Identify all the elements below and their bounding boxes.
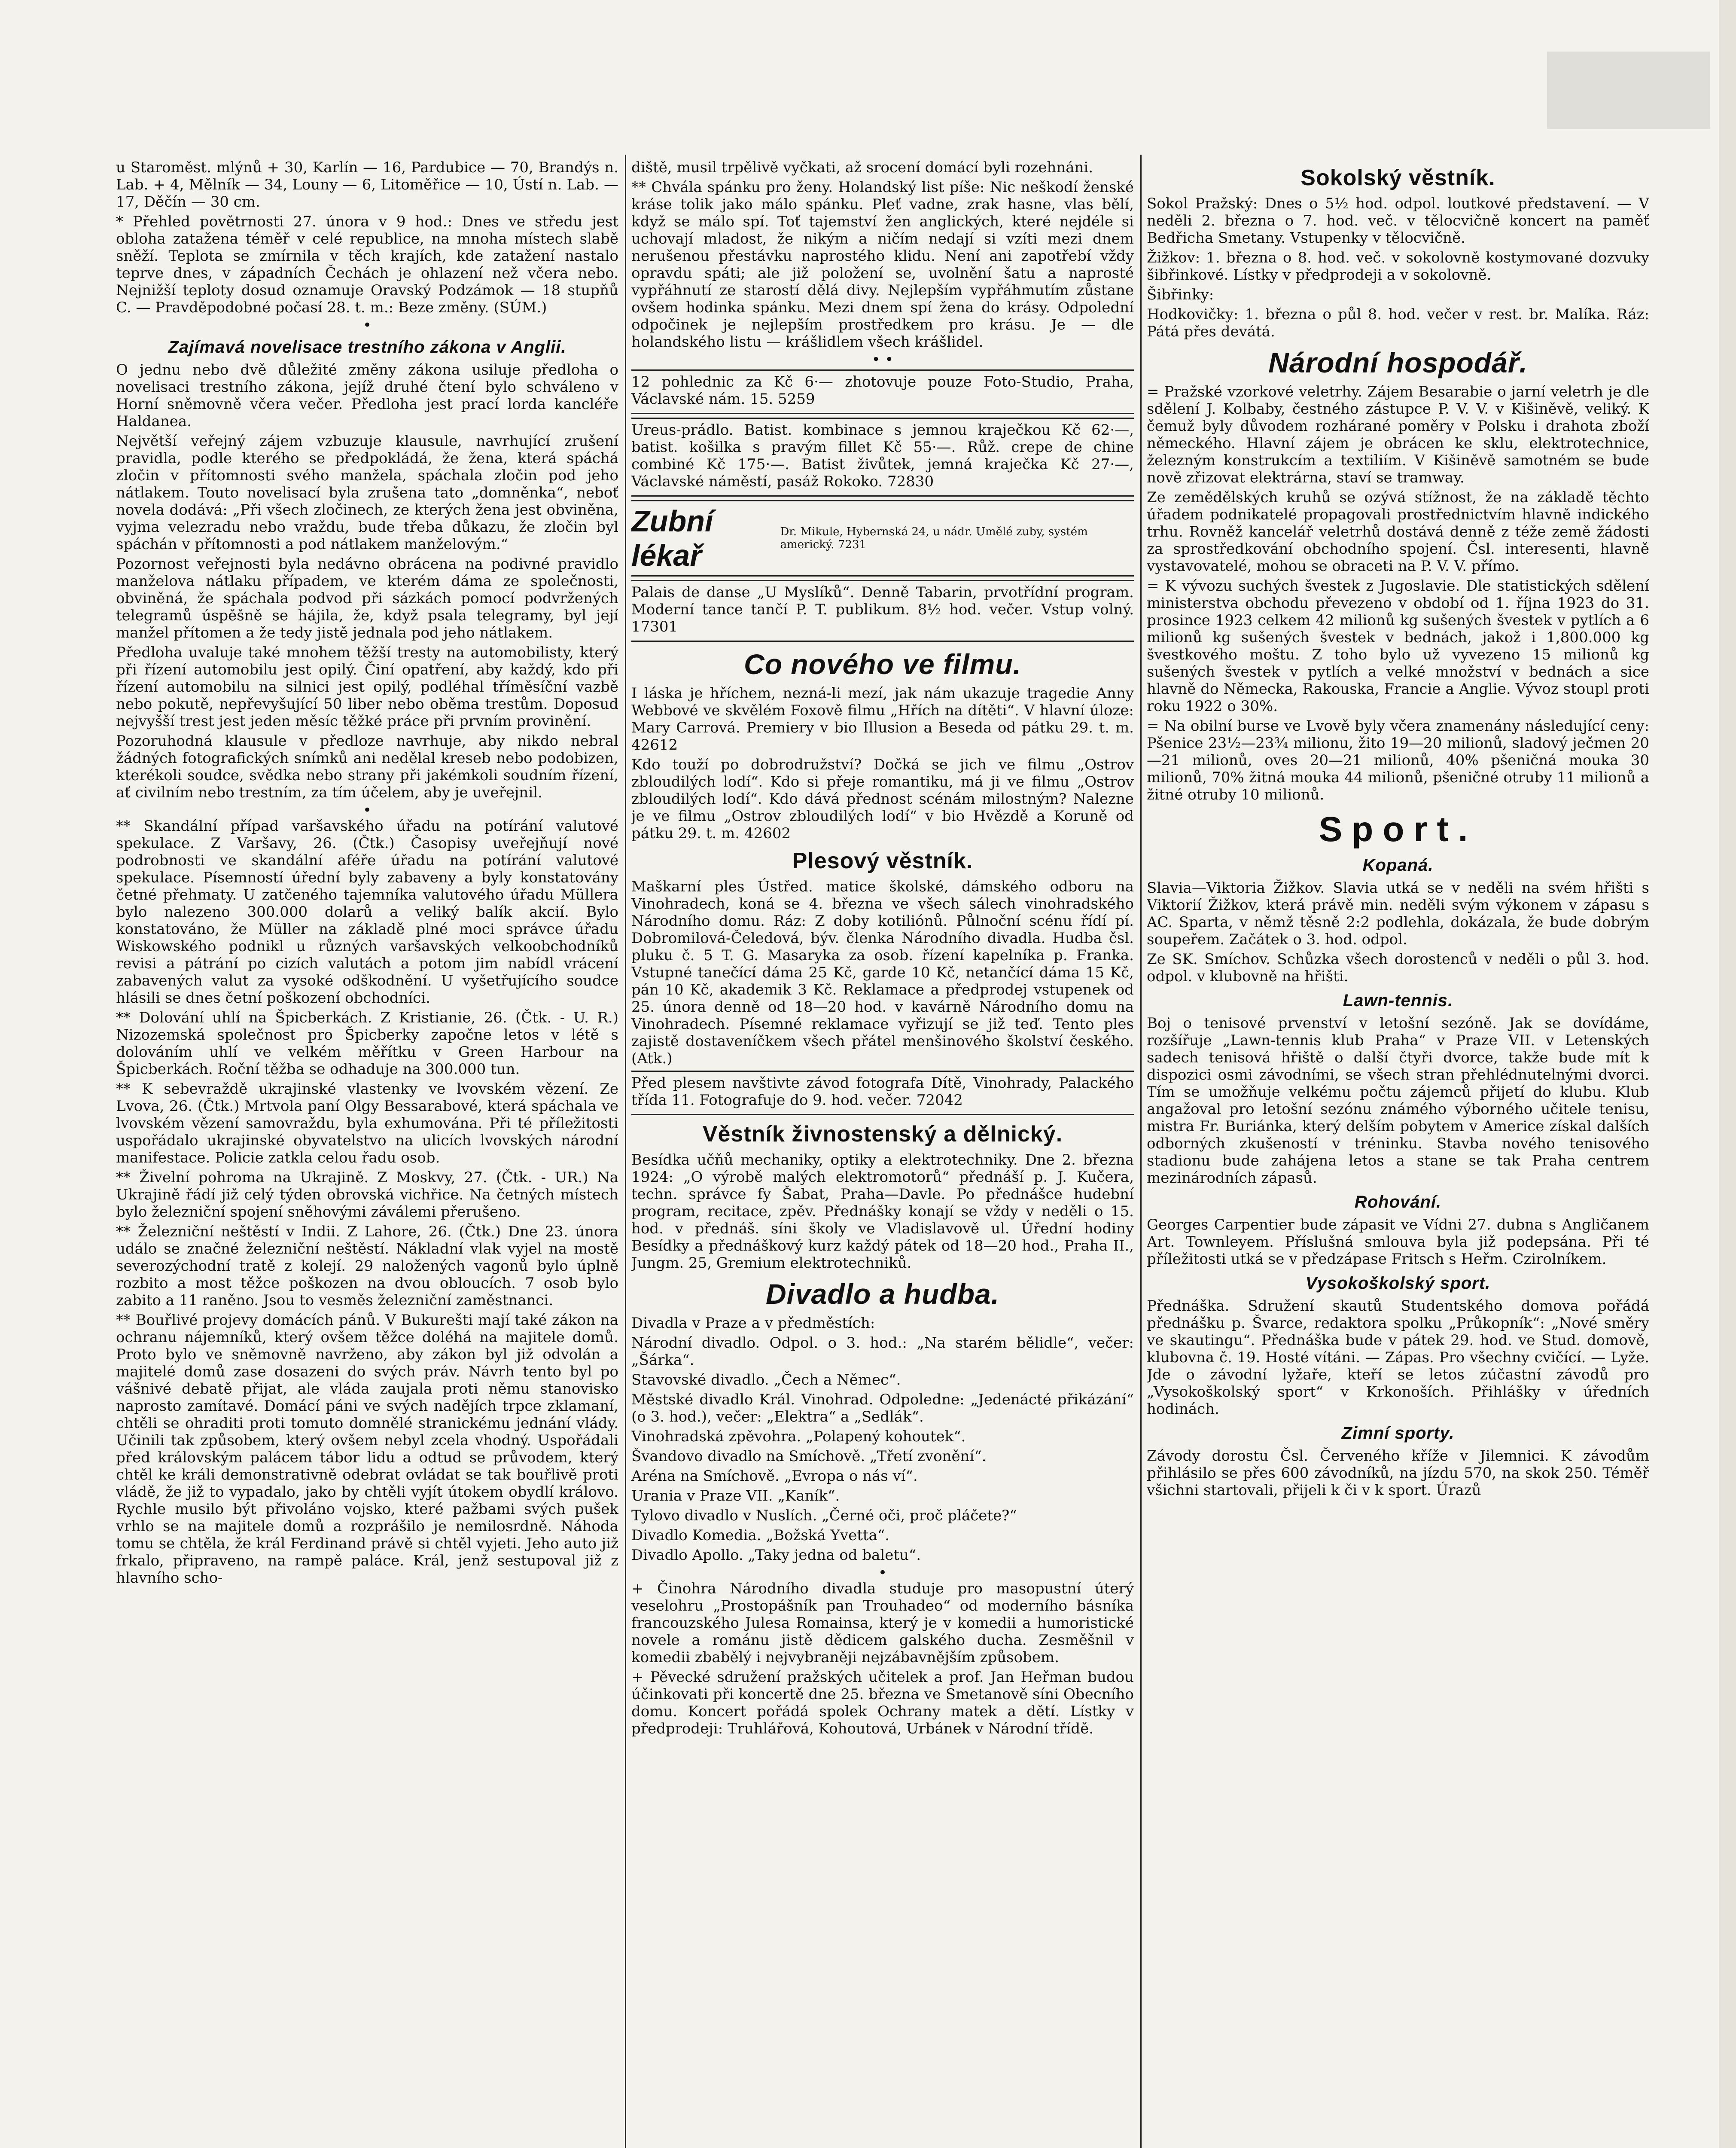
article-paragraph: Besídka učňů mechaniky, optiky a elektrotechniky. Dne 2. března 1924: „O výrobě malých elektromotorů“ přednáší p. J. Kučera, techn. správce fy Šabat, Praha—Davle. Po přednášce hudební program, recitace, zpěv. Přednášky konají se vždy v neděli o 15. hod. v přednáš. síni školy ve Vladislavově ul. Úřední hodiny Besídky a přednáškový kurz každý pátek od 18—20 hod., Praha II., Jungm. 25, Gremium elektrotechniků. <box>631 1151 1134 1272</box>
section-heading: Zajímavá novelisace trestního zákona v Anglii. <box>168 338 566 357</box>
separator: • <box>878 1564 887 1581</box>
article-paragraph: ** Chvála spánku pro ženy. Holandský list píše: Nic neškodí ženské kráse tolik jako málo spánku. Pleť vadne, zrak hasne, vlas bělí, když se málo spí. Toť tajemství žen anglických, které nejdéle si uchovají mladost, že nikým a ničím nedají si vzíti mezi dnem nerušenou přestávku naprostého klidu. Není ani zapotřebí vždy opravdu spáti; ale již položení se, uvolnění šatu a naprosté vypřáhnutí ze starostí dělá divy. Nejlepším vypřáhmutím zůstane ovšem hodinka spánku. Mezi dnem spí žena do krásy. Odpolední odpočinek je nejlepším prostředkem pro krásu. Je — dle holandského listu — krášlidlem všech krášlidel. <box>631 179 1134 351</box>
article-paragraph: Národní divadlo. Odpol. o 3. hod.: „Na starém bělidle“, večer: „Šárka“. <box>631 1334 1134 1369</box>
section-heading: Sokolský věstník. <box>1300 165 1495 190</box>
separator: • • <box>871 351 894 368</box>
article-paragraph: Předloha uvaluje také mnohem těžší tresty na automobilisty, který při řízení automobilu jest opilý. Činí opatření, aby každý, kdo při řízení automobilu na silnici jest opilý, podléhal tříměsíční vazbě nebo pokutě, nepřevyšující 50 liber nebo oběma trestům. Doposud nejvyšší trest jest jeden měsíc těžké práce při prvním provinění. <box>116 644 618 730</box>
ad-text: Palais de danse „U Myslíků“. Denně Tabarin, prvotřídní program. Moderní tance tančí P. T. publikum. 8½ hod. večer. Vstup volný. 17301 <box>631 584 1134 635</box>
article-paragraph: Největší veřejný zájem vzbuzuje klausule, navrhující zrušení pravidla, podle kterého se předpokládá, že žena, která spáchá zločin v přítomnosti svého manžela, spáchala zločin pod jeho nátlakem. Touto novelisací byla zrušena tato „domněnka“, neboť novela dodává: „Při všech zločinech, ze kterých žena jest obviněna, vyjma velezradu nebo vraždu, bude třeba důkazu, že zločin byl spáchán v přítomnosti a pod nátlakem manželovým.“ <box>116 433 618 553</box>
column-right <box>1147 159 1649 2148</box>
advertisement <box>631 580 1134 642</box>
advertisement <box>631 1071 1134 1115</box>
article-paragraph: Urania v Praze VII. „Kaník“. <box>631 1487 840 1504</box>
section-heading: Vysokoškolský sport. <box>1305 1274 1491 1293</box>
ad-text: Ureus-prádlo. Batist. kombinace s jemnou kraječkou Kč 62·—, batist. košilka s pravým fillet Kč 55·—. Růž. crepe de chine combiné Kč 175·—. Batist živůtek, jemná kraječka Kč 27·—, Václavské náměstí, pasáž Rokoko. 72830 <box>631 421 1134 490</box>
article-paragraph: Kdo touží po dobrodružství? Dočká se jich ve filmu „Ostrov zbloudilých lodí“. Kdo si přeje romantiku, má ji ve filmu „Ostrov zbloudilých lodí“. Kdo dává přednost scénám milostným? Nalezne je ve filmu „Ostrov zbloudilých lodí“ v bio Hvězdě a Koruně od pátku 29. t. m. 42602 <box>631 756 1134 842</box>
column-middle <box>631 159 1134 2148</box>
column-left <box>116 159 618 2148</box>
section-heading: Sport. <box>1319 810 1477 849</box>
article-paragraph: diště, musil trpělivě vyčkati, až srocení domácí byli rozehnáni. <box>631 159 1093 176</box>
ad-text: Dr. Mikule, Hybernská 24, u nádr. Umělé zuby, systém americký. 7231 <box>780 525 1088 551</box>
ad-text: 12 pohlednic za Kč 6·— zhotovuje pouze Foto-Studio, Praha, Václavské nám. 15. 5259 <box>631 373 1134 408</box>
separator: • <box>362 317 372 334</box>
section-heading: Co nového ve filmu. <box>743 648 1022 680</box>
article-paragraph: Slavia—Viktoria Žižkov. Slavia utká se v neděli na svém hřišti s Viktorií Žižkov, která právě min. neděli svým výkonem v zápasu s AC. Sparta, v němž těsně 2:2 podlehla, dokázala, že bude dobrým soupeřem. Začátek o 3. hod. odpol. <box>1147 879 1649 948</box>
page-edge <box>1719 0 1736 2148</box>
article-paragraph: ** Dolování uhlí na Špicberkách. Z Kristianie, 26. (Čtk. - U. R.) Nizozemská společnost pro Špicberky započne letos v létě s dolováním uhlí ve velkém měřítku v Green Harbour na Špicberkách. Roční těžba se odhaduje na 300.000 tun. <box>116 1009 618 1078</box>
section-heading: Divadlo a hudba. <box>765 1278 1000 1310</box>
article-paragraph: Pozornost veřejnosti byla nedávno obrácena na podivné pravidlo manželova nátlaku případem, ve kterém dáma ze společnosti, obviněná, že spáchala podvod při sázkách pomocí podvržených telegramů úspěšně se hájila, že, když psala telegramy, byl její manžel přítomen a že tedy jistě jednala pod jeho nátlakem. <box>116 555 618 641</box>
article-paragraph: u Staroměst. mlýnů + 30, Karlín — 16, Pardubice — 70, Brandýs n. Lab. + 4, Mělník — 34, Louny — 6, Litoměřice — 10, Ústí n. Lab. — 17, Děčín — 30 cm. <box>116 159 618 211</box>
article-paragraph: = K vývozu suchých švestek z Jugoslavie. Dle statistických sdělení ministerstva obchodu převezeno v období od 1. října 1923 do 31. prosince 1923 celkem 42 milionů kg sušených švestek v pytlích a 6 milionů kg sušených švestek v bednách, jakož i 1,800.000 kg švestkového moštu. Z toho bylo už vyvezeno 15 milionů kg sušených švestek v pytlích a velké množství v bednách a sice hlavně do Německa, Rakouska, Francie a Anglie. Vývoz stoupl proti roku 1922 o 30%. <box>1147 577 1649 715</box>
ad-title: Zubní lékař <box>631 504 713 572</box>
article-paragraph: Závody dorostu Čsl. Červeného kříže v Jilemnici. K závodům přihlásilo se přes 600 závodníků, na jízdu 570, na skok 250. Téměř všichni startovali, přijeli k či v k sport. Úrazů <box>1147 1447 1649 1499</box>
article-paragraph: Městské divadlo Král. Vinohrad. Odpoledne: „Jedenácté přikázání“ (o 3. hod.), večer: „Elektra“ a „Sedlák“. <box>631 1391 1134 1425</box>
article-paragraph: * Přehled povětrnosti 27. února v 9 hod.: Dnes ve středu jest obloha zatažena téměř v celé republice, na mnoha místech slabě sněží. Teplota se zmírnila v těch krajích, kde zatažení nastalo teprve dnes, v západních Čechách je ohlazení než včera nebo. Nejnižší teploty dosud oznamuje Oravský Podzámok — 18 stupňů C. — Pravděpodobné počasí 28. t. m.: Beze změny. (SÚM.) <box>116 213 618 316</box>
ad-text: Před plesem navštivte závod fotografa Dítě, Vinohrady, Palackého třída 11. Fotografuje do 9. hod. večer. 72042 <box>631 1074 1134 1109</box>
article-paragraph: Sokol Pražský: Dnes o 5½ hod. odpol. loutkové představení. — V neděli 2. března o 7. hod. več. v tělocvičně koncert na paměť Bedřicha Smetany. Vstupenky v tělocvičně. <box>1147 195 1649 247</box>
column-rule-2 <box>1140 155 1142 2148</box>
article-paragraph: Divadlo Komedia. „Božská Yvetta“. <box>631 1527 890 1544</box>
article-paragraph: O jednu nebo dvě důležité změny zákona usiluje předloha o novelisaci trestního zákona, jejíž druhé čtení bylo schváleno v Horní sněmovně včera večer. Předloha jest prací lorda kancléře Haldanea. <box>116 361 618 430</box>
article-paragraph: + Pěvecké sdružení pražských učitelek a prof. Jan Heřman budou účinkovati při koncertě dne 25. března ve Smetanově síni Obecního domu. Koncert pořádá spolek Ochrany matek a dětí. Lístky v předprodeji: Truhlářová, Kohoutová, Urbánek v Národní třídě. <box>631 1669 1134 1737</box>
section-heading: Plesový věstník. <box>792 848 973 873</box>
section-heading: Rohování. <box>1354 1193 1442 1211</box>
section-heading: Lawn-tennis. <box>1343 991 1453 1010</box>
article-paragraph: Georges Carpentier bude zápasit ve Vídni 27. dubna s Angličanem Art. Townleyem. Příslušná smlouva byla již podepsána. Při té příležitosti utká se v předzápase Fritsch s Heřm. Czirolníkem. <box>1147 1216 1649 1268</box>
article-paragraph: Divadla v Praze a v předměstích: <box>631 1315 875 1332</box>
advertisement-dentist <box>631 500 1134 577</box>
section-heading: Věstník živnostenský a dělnický. <box>702 1122 1063 1147</box>
advertisement <box>631 369 1134 414</box>
section-heading: Národní hospodář. <box>1268 347 1528 378</box>
article-paragraph: Tylovo divadlo v Nuslích. „Černé oči, proč pláčete?“ <box>631 1507 1017 1524</box>
bleed-through-stain <box>1547 52 1710 129</box>
article-paragraph: ** Železniční neštěstí v Indii. Z Lahore, 26. (Čtk.) Dne 23. února událo se značné železniční neštěstí. Nákladní vlak vyjel na mostě severozýchodní tratě z kolejí. 29 naložených vagonů bylo úplně rozbito a most těžce poškozen na dvou obloucích. 7 osob bylo zabito a 11 raněno. Jsou to vesměs železniční zaměstnanci. <box>116 1223 618 1309</box>
article-paragraph: Stavovské divadlo. „Čech a Němec“. <box>631 1371 901 1388</box>
section-heading: Zimní sporty. <box>1341 1424 1455 1443</box>
article-paragraph: Aréna na Smíchově. „Evropa o nás ví“. <box>631 1468 918 1485</box>
article-paragraph: Ze zemědělských kruhů se ozývá stížnost, že na základě těchto úřadem podnikatelé propagovali prostřednictvím hlavně indického trhu. Rovněž kancelář veletrhů dostává denně z téže země žádosti za sprostředkování obchodního spojení. Čsl. interesenti, hlavně vystavovatelé, mohou se obraceti na P. V. V. přímo. <box>1147 489 1649 575</box>
separator: • <box>362 802 372 819</box>
article-paragraph: Boj o tenisové prvenství v letošní sezóně. Jak se dovídáme, rozšířuje „Lawn-tennis klub Praha“ v Praze VII. v Letenských sadech tenisová hřiště o další čtyři dvorce, takže bude mít k dispozici osmi závodními, se všech stran přehlédnutelnými dvorci. Tím se umožňuje velkému počtu zájemců přijetí do klubu. Klub angažoval pro letošní sezónu známého výborného učitele tenisu, mistra Fr. Buriánka, který delším pobytem v Americe získal dalších odborných zkušeností v tréninku. Stavba nového tenisového stadionu bude zahájena letos a stane se tak Praha centrem mezinárodních zápasů. <box>1147 1015 1649 1187</box>
article-paragraph: Švandovo divadlo na Smíchově. „Třetí zvonění“. <box>631 1448 987 1465</box>
article-paragraph: Šibřinky: <box>1147 286 1214 303</box>
section-heading: Kopaná. <box>1362 856 1434 875</box>
advertisement <box>631 418 1134 497</box>
article-paragraph: Hodkovičky: 1. března o půl 8. hod. večer v rest. br. Malíka. Ráz: Pátá přes devátá. <box>1147 306 1649 340</box>
article-paragraph: = Na obilní burse ve Lvově byly včera znamenány následující ceny: Pšenice 23½—23¾ milionu, žito 19—20 milionů, sladový ječmen 20—21 milionů, oves 20—21 milionů, 40% pšeničná mouka 30 milionů, 70% žitná mouka 44 milionů, pšeničné otruby 11 milionů a žitné otruby 10 milionů. <box>1147 717 1649 803</box>
article-paragraph: ** Bouřlivé projevy domácích pánů. V Bukurešti mají také zákon na ochranu nájemníků, který ovšem těžce doléhá na majitele domů. Proto bylo ve sněmovně navrženo, aby zákon byl již odvolán a majitelé domů zase dosazeni do svých práv. Návrh tento byl po vášnivé debatě přijat, ale vláda zaujala proti němu stanovisko naprosto zamítavé. Domácí páni ve svých nadějích trpce zklamaní, chtěli se ohraditi proti tomuto domnělé stranickému jednání vlády. Učinili tak způsobem, který ovšem nebyl zcela vhodný. Uspořádali před královským palácem tábor lidu a odtud se průvodem, který chtěl ke králi demonstrativně odebrat ovládat se tak bouřlivě proti vládě, že již to vypadalo, jako by chtěli vyjít útokem obydlí královo. Rychle musilo být přivoláno vojsko, které pažbami svých pušek vrhlo se na majitele domů a rozprášilo je nemilosrdně. Náhoda tomu se chtěla, že král Ferdinand právě si chtěl vyjeti. Jeho auto již frkalo, připraveno, na rampě paláce. Král, jenž sestupoval již z hlavního scho- <box>116 1312 618 1587</box>
article-paragraph: Ze SK. Smíchov. Schůzka všech dorostenců v neděli o půl 3. hod. odpol. v klubovně na hřišti. <box>1147 951 1649 985</box>
article-paragraph: = Pražské vzorkové veletrhy. Zájem Besarabie o jarní veletrh je dle sdělení J. Kolbaby, čestného zástupce P. V. V. v Kišiněvě, veliký. K čemuž byly důvodem rozhárané poměry v Polsku i drahota zboží německého. Hlavní zájem je obrácen ke sklu, elektrotechnice, železným konstrukcím a textiliím. V Kišiněvě samotném se bude nově zřizovat elektrárna, staví se tramway. <box>1147 383 1649 486</box>
article-paragraph: I láska je hříchem, nezná-li mezí, jak nám ukazuje tragedie Anny Webbové ve skvělém Foxově filmu „Hřích na dítěti“. V hlavní úloze: Mary Carrová. Premiery v bio Illusion a Beseda od pátku 29. t. m. 42612 <box>631 685 1134 754</box>
article-paragraph: Pozoruhodná klausule v předloze navrhuje, aby nikdo nebral žádných fotografických snímků ani nedělal kreseb nebo podobizen, kterékoli soudce, svědka nebo strany při jakémkoli soudním řízení, ať civilním nebo trestním, za tím účelem, aby je uveřejnil. <box>116 732 618 801</box>
article-paragraph: ** K sebevraždě ukrajinské vlastenky ve lvovském vězení. Ze Lvova, 26. (Čtk.) Mrtvola paní Olgy Bessarabové, která spáchala ve lvovském vězení samovraždu, byla exhumována. Při té příležitosti uspořádalo ukrajinské obyvatelstvo na ulicích lvovských národní manifestace. Policie zatkla celou řadu osob. <box>116 1080 618 1166</box>
article-paragraph: ** Skandální případ varšavského úřadu na potírání valutové spekulace. Z Varšavy, 26. (Čtk.) Časopisy uveřejňují nové podrobnosti ve skandální aféře úřadu na potírání valutové spekulace. Písemností úřední byly zabaveny a byly konstatovány četné přehmaty. U zatčeného tajemníka valutového úřadu Müllera bylo nalezeno 300.000 dolarů a veliký balík akcií. Bylo konstatováno, že Müller na základě plné moci správce úřadu Wiskowského podnikl u různých varšavských velkoobchodníků revisi a pátrání po cizích valutách a potom jim nabídl vrácení zabavených valut za vysoké odškodnění. U vyšetřujícího soudce hlásili se dnes četní poškození obchodníci. <box>116 818 618 1007</box>
article-paragraph: Vinohradská zpěvohra. „Polapený kohoutek“. <box>631 1428 966 1445</box>
article-paragraph: Maškarní ples Ústřed. matice školské, dámského odboru na Vinohradech, koná se 4. března ve všech sálech vinohradského Národního domu. Ráz: Z doby kotiliónů. Půlnoční scénu řídí pí. Dobromilová-Čeledová, býv. členka Národního divadla. Hudba čsl. pluku č. 5 T. G. Masaryka za osob. řízení kapelníka p. Franka. Vstupné tanečící dáma 25 Kč, garde 10 Kč, netančící dáma 15 Kč, pán 10 Kč, akademik 3 Kč. Reklamace a předprodej vstupenek od 25. února denně od 18—20 hod. v kavárně Národního domu na Vinohradech. Písemné reklamace vyřizují se již teď. Tento ples zajistě dostaveníčkem všech přátel menšinového školství českého. (Atk.) <box>631 878 1134 1067</box>
article-paragraph: ** Živelní pohroma na Ukrajině. Z Moskvy, 27. (Čtk. - UR.) Na Ukrajině řádí již celý týden obrovská vichřice. Na četných místech bylo železniční spojení sněhovými záválemi přerušeno. <box>116 1169 618 1220</box>
article-paragraph: Žižkov: 1. března o 8. hod. več. v sokolovně kostymované dozvuky šibřinkové. Lístky v předprodeji a v sokolovně. <box>1147 249 1649 284</box>
column-rule-1 <box>625 155 626 2148</box>
article-paragraph: + Činohra Národního divadla studuje pro masopustní úterý veselohru „Prostopášník pan Trouhadeo“ od moderního básníka francouzského Julesa Romainsa, který je v komedii a humoristické novele a románu jistě dědicem galského ducha. Zesměšnil v komedii zbabělý i nejvybraněji nejzábavnějším způsobem. <box>631 1580 1134 1666</box>
article-paragraph: Divadlo Apollo. „Taky jedna od baletu“. <box>631 1547 921 1564</box>
article-paragraph: Přednáška. Sdružení skautů Studentského domova pořádá přednášku p. Švarce, redaktora spolku „Průkopník“: „Nové směry ve skautingu“. Přednáška bude v pátek 29. hod. ve Stud. domově, klubovna č. 19. Hosté vítáni. — Zápas. Pro všechny cvičící. — Lyže. Jde o závodní lyžaře, kteří se letos zúčastní závodů pro „Vysokoškolský sport“ v Krkonoších. Přihlášky v úředních hodinách. <box>1147 1297 1649 1418</box>
